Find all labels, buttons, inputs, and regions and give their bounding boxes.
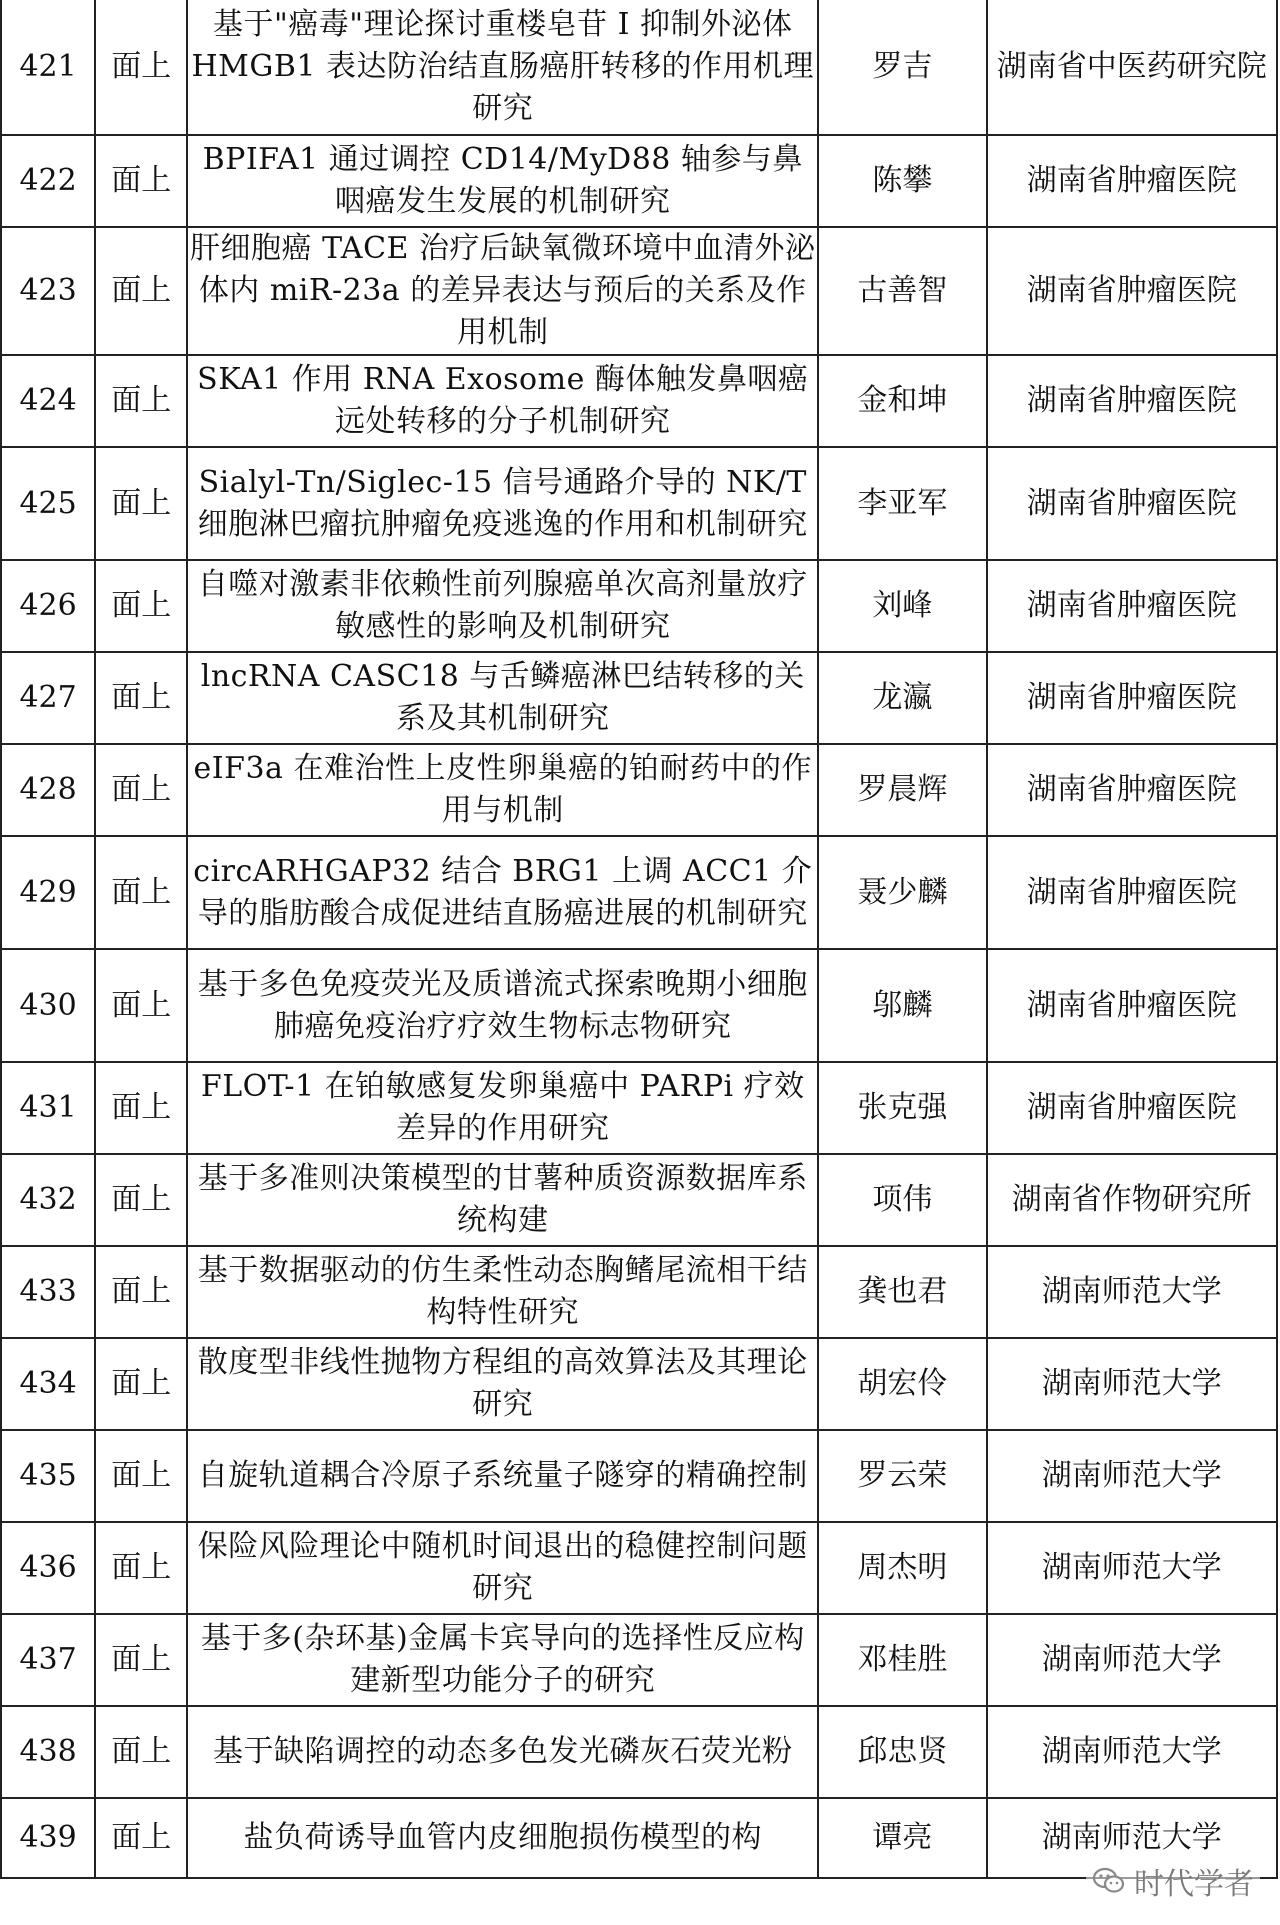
table-row — [1, 652, 1277, 744]
institution: 湖南省中医药研究院 — [987, 0, 1277, 135]
project-type: 面上 — [95, 1706, 187, 1798]
table-row — [1, 227, 1277, 355]
project-type: 面上 — [95, 652, 187, 744]
institution: 湖南师范大学 — [987, 1246, 1277, 1338]
row-number: 422 — [1, 135, 95, 227]
table-row — [1, 1062, 1277, 1154]
project-title: FLOT-1 在铂敏感复发卵巢癌中 PARPi 疗效差异的作用研究 — [187, 1062, 818, 1154]
institution: 湖南省肿瘤医院 — [987, 949, 1277, 1062]
principal-investigator: 项伟 — [818, 1154, 986, 1246]
principal-investigator: 张克强 — [818, 1062, 986, 1154]
institution: 湖南省肿瘤医院 — [987, 447, 1277, 560]
principal-investigator: 邬麟 — [818, 949, 986, 1062]
project-title: 基于"癌毒"理论探讨重楼皂苷 I 抑制外泌体 HMGB1 表达防治结直肠癌肝转移的作用机理研究 — [187, 0, 818, 135]
project-type: 面上 — [95, 135, 187, 227]
principal-investigator: 陈攀 — [818, 135, 986, 227]
principal-investigator: 罗晨辉 — [818, 744, 986, 836]
project-title: 基于多色免疫荧光及质谱流式探索晚期小细胞肺癌免疫治疗疗效生物标志物研究 — [187, 949, 818, 1062]
project-type: 面上 — [95, 1154, 187, 1246]
table-row — [1, 744, 1277, 836]
project-title: Sialyl-Tn/Siglec-15 信号通路介导的 NK/T 细胞淋巴瘤抗肿瘤免疫逃逸的作用和机制研究 — [187, 447, 818, 560]
project-title: 基于缺陷调控的动态多色发光磷灰石荧光粉 — [187, 1706, 818, 1798]
wechat-icon — [1092, 1866, 1126, 1896]
project-title: lncRNA CASC18 与舌鳞癌淋巴结转移的关系及其机制研究 — [187, 652, 818, 744]
table-row — [1, 1522, 1277, 1614]
project-type: 面上 — [95, 447, 187, 560]
institution: 湖南师范大学 — [987, 1430, 1277, 1522]
row-number: 437 — [1, 1614, 95, 1706]
row-number: 430 — [1, 949, 95, 1062]
row-number: 421 — [1, 0, 95, 135]
table-row — [1, 0, 1277, 135]
row-number: 424 — [1, 355, 95, 447]
principal-investigator: 古善智 — [818, 227, 986, 355]
table-row — [1, 560, 1277, 652]
watermark-text: 时代学者 — [1134, 1867, 1254, 1902]
institution: 湖南省肿瘤医院 — [987, 227, 1277, 355]
row-number: 433 — [1, 1246, 95, 1338]
project-type: 面上 — [95, 744, 187, 836]
project-title: 散度型非线性抛物方程组的高效算法及其理论研究 — [187, 1338, 818, 1430]
project-type: 面上 — [95, 355, 187, 447]
table-row — [1, 1338, 1277, 1430]
project-type: 面上 — [95, 1062, 187, 1154]
principal-investigator: 龚也君 — [818, 1246, 986, 1338]
table-row — [1, 135, 1277, 227]
row-number: 429 — [1, 836, 95, 949]
principal-investigator: 邓桂胜 — [818, 1614, 986, 1706]
principal-investigator: 李亚军 — [818, 447, 986, 560]
institution: 湖南师范大学 — [987, 1798, 1277, 1878]
row-number: 432 — [1, 1154, 95, 1246]
project-title: SKA1 作用 RNA Exosome 酶体触发鼻咽癌远处转移的分子机制研究 — [187, 355, 818, 447]
project-title: 肝细胞癌 TACE 治疗后缺氧微环境中血清外泌体内 miR-23a 的差异表达与预后的关系及作用机制 — [187, 227, 818, 355]
institution: 湖南师范大学 — [987, 1706, 1277, 1798]
institution: 湖南师范大学 — [987, 1614, 1277, 1706]
table-row — [1, 949, 1277, 1062]
project-title: 保险风险理论中随机时间退出的稳健控制问题研究 — [187, 1522, 818, 1614]
row-number: 434 — [1, 1338, 95, 1430]
principal-investigator: 罗吉 — [818, 0, 986, 135]
principal-investigator: 聂少麟 — [818, 836, 986, 949]
institution: 湖南省肿瘤医院 — [987, 1062, 1277, 1154]
project-title: eIF3a 在难治性上皮性卵巢癌的铂耐药中的作用与机制 — [187, 744, 818, 836]
principal-investigator: 刘峰 — [818, 560, 986, 652]
project-title: 基于多(杂环基)金属卡宾导向的选择性反应构建新型功能分子的研究 — [187, 1614, 818, 1706]
principal-investigator: 周杰明 — [818, 1522, 986, 1614]
project-title: 基于多准则决策模型的甘薯种质资源数据库系统构建 — [187, 1154, 818, 1246]
row-number: 439 — [1, 1798, 95, 1878]
project-type: 面上 — [95, 949, 187, 1062]
institution: 湖南师范大学 — [987, 1522, 1277, 1614]
principal-investigator: 罗云荣 — [818, 1430, 986, 1522]
principal-investigator: 邱忠贤 — [818, 1706, 986, 1798]
institution: 湖南省肿瘤医院 — [987, 744, 1277, 836]
table-row — [1, 447, 1277, 560]
row-number: 431 — [1, 1062, 95, 1154]
project-type: 面上 — [95, 1338, 187, 1430]
row-number: 428 — [1, 744, 95, 836]
project-title: BPIFA1 通过调控 CD14/MyD88 轴参与鼻咽癌发生发展的机制研究 — [187, 135, 818, 227]
table-row — [1, 1154, 1277, 1246]
project-title: 盐负荷诱导血管内皮细胞损伤模型的构 — [187, 1798, 818, 1878]
project-title: 自噬对激素非依赖性前列腺癌单次高剂量放疗敏感性的影响及机制研究 — [187, 560, 818, 652]
project-type: 面上 — [95, 1246, 187, 1338]
principal-investigator: 金和坤 — [818, 355, 986, 447]
table-row — [1, 1614, 1277, 1706]
institution: 湖南省作物研究所 — [987, 1154, 1277, 1246]
institution: 湖南省肿瘤医院 — [987, 836, 1277, 949]
row-number: 425 — [1, 447, 95, 560]
project-type: 面上 — [95, 1798, 187, 1878]
row-number: 423 — [1, 227, 95, 355]
row-number: 427 — [1, 652, 95, 744]
project-title: circARHGAP32 结合 BRG1 上调 ACC1 介导的脂肪酸合成促进结直肠癌进展的机制研究 — [187, 836, 818, 949]
project-type: 面上 — [95, 1522, 187, 1614]
table-row — [1, 1246, 1277, 1338]
institution: 湖南省肿瘤医院 — [987, 135, 1277, 227]
table-row — [1, 355, 1277, 447]
principal-investigator: 胡宏伶 — [818, 1338, 986, 1430]
row-number: 435 — [1, 1430, 95, 1522]
row-number: 436 — [1, 1522, 95, 1614]
institution: 湖南省肿瘤医院 — [987, 355, 1277, 447]
principal-investigator: 谭亮 — [818, 1798, 986, 1878]
project-type: 面上 — [95, 1614, 187, 1706]
institution: 湖南师范大学 — [987, 1338, 1277, 1430]
table-row — [1, 836, 1277, 949]
row-number: 438 — [1, 1706, 95, 1798]
row-number: 426 — [1, 560, 95, 652]
watermark — [1086, 1857, 1260, 1905]
project-type: 面上 — [95, 0, 187, 135]
project-title: 基于数据驱动的仿生柔性动态胸鳍尾流相干结构特性研究 — [187, 1246, 818, 1338]
table-row — [1, 1430, 1277, 1522]
institution: 湖南省肿瘤医院 — [987, 652, 1277, 744]
project-type: 面上 — [95, 227, 187, 355]
project-title: 自旋轨道耦合冷原子系统量子隧穿的精确控制 — [187, 1430, 818, 1522]
institution: 湖南省肿瘤医院 — [987, 560, 1277, 652]
project-type: 面上 — [95, 560, 187, 652]
table-row — [1, 1706, 1277, 1798]
project-table-body — [1, 0, 1277, 1878]
principal-investigator: 龙瀛 — [818, 652, 986, 744]
project-type: 面上 — [95, 1430, 187, 1522]
project-type: 面上 — [95, 836, 187, 949]
